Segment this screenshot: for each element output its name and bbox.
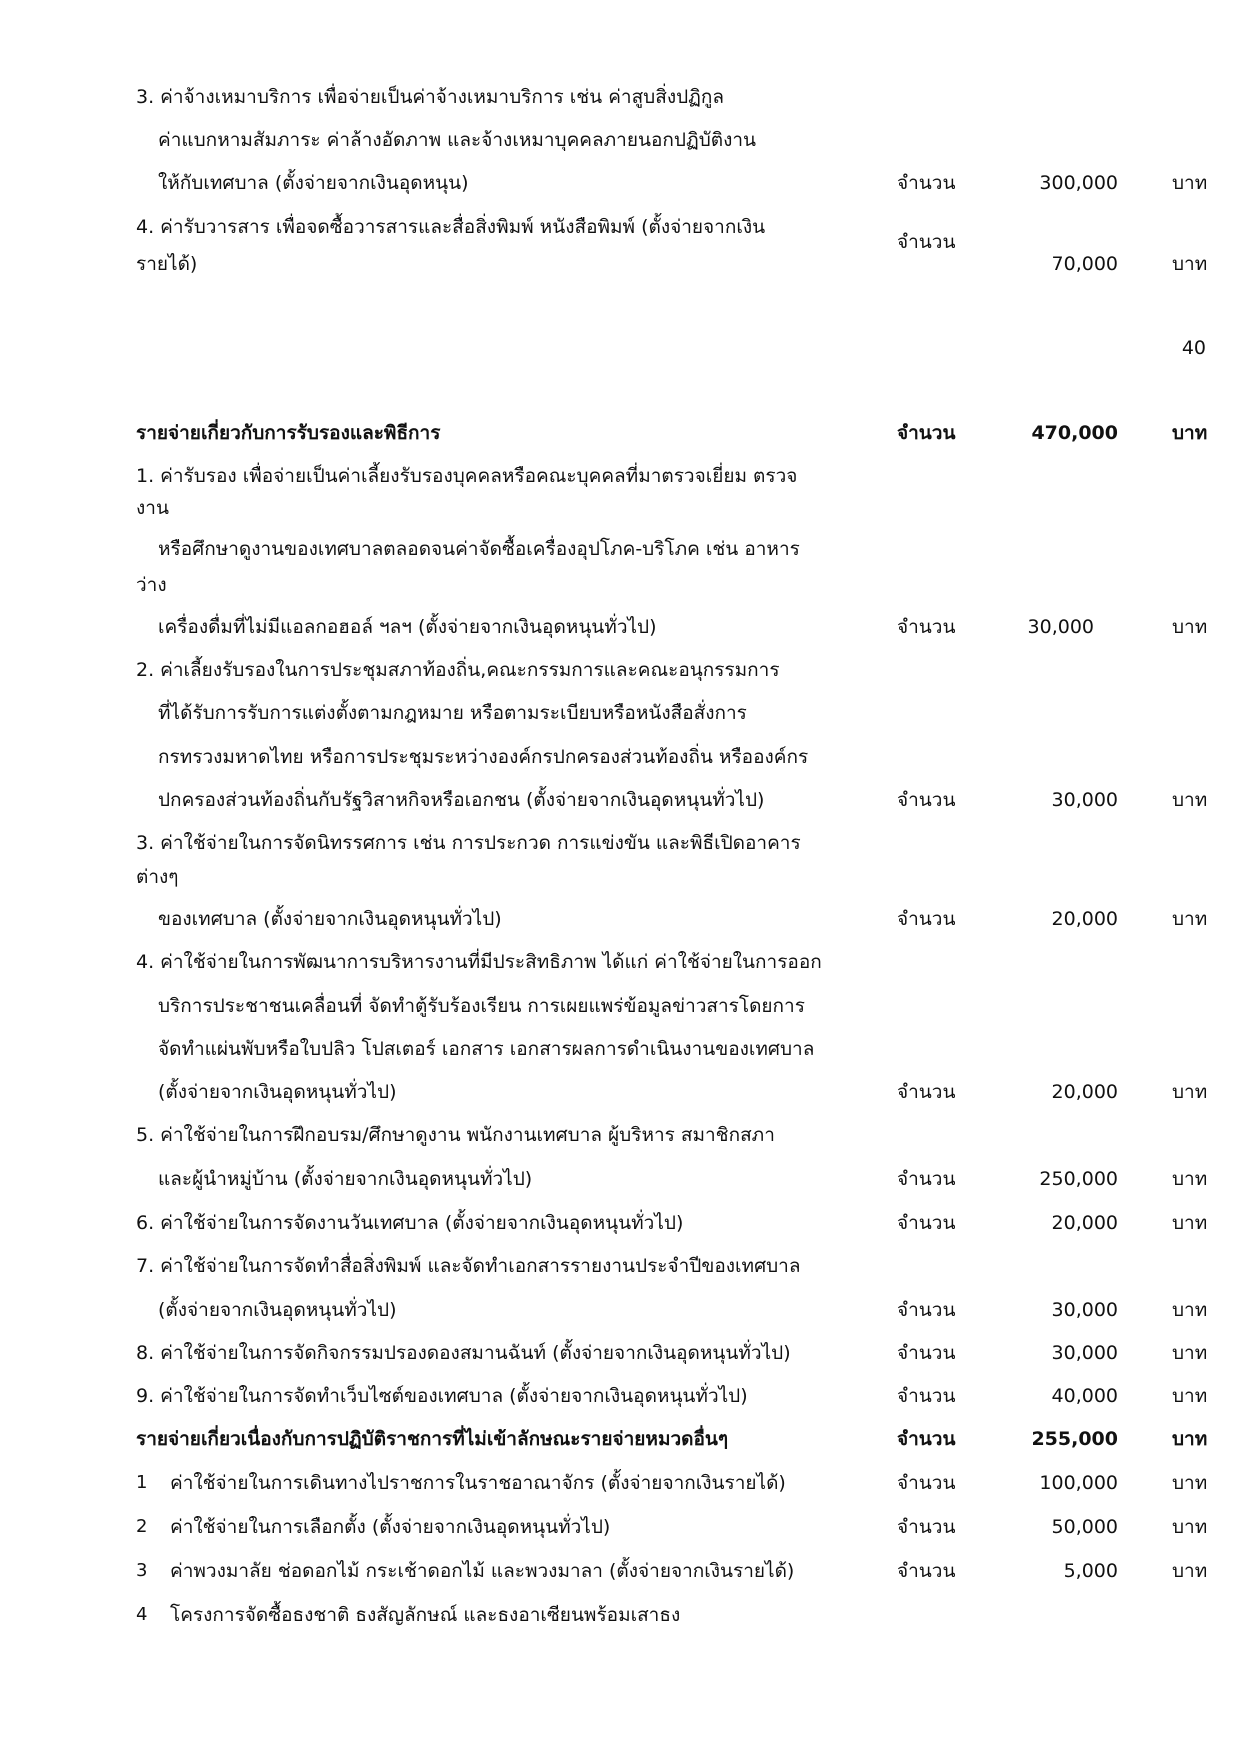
budget-row bbox=[0, 1159, 1240, 1199]
item-text: ว่าง bbox=[136, 574, 167, 596]
item-text: ปกครองส่วนท้องถิ่นกับรัฐวิสาหกิจหรือเอกชน (ตั้งจ่ายจากเงินอุดหนุนทั่วไป) bbox=[158, 789, 765, 811]
amount-label: จำนวน bbox=[897, 422, 956, 444]
currency-unit: บาท bbox=[1172, 1081, 1208, 1103]
budget-row bbox=[0, 1333, 1240, 1373]
text-line bbox=[0, 529, 1240, 569]
text-line bbox=[0, 986, 1240, 1026]
amount-value: 40,000 bbox=[1051, 1385, 1118, 1407]
currency-unit: บาท bbox=[1172, 1168, 1208, 1190]
budget-row bbox=[0, 1507, 1240, 1547]
currency-unit: บาท bbox=[1172, 172, 1208, 194]
amount-label: จำนวน bbox=[897, 1299, 956, 1321]
text-line bbox=[0, 650, 1240, 690]
amount-label: จำนวน bbox=[897, 1560, 956, 1582]
amount-label: จำนวน bbox=[897, 1168, 956, 1190]
text-line bbox=[0, 1115, 1240, 1155]
text-line bbox=[0, 1029, 1240, 1069]
amount-label: จำนวน bbox=[897, 616, 956, 638]
budget-row bbox=[0, 1463, 1240, 1503]
budget-row bbox=[0, 1376, 1240, 1416]
currency-unit: บาท bbox=[1172, 1516, 1208, 1538]
amount-label: จำนวน bbox=[897, 1516, 956, 1538]
text-line bbox=[0, 1595, 1240, 1635]
text-line bbox=[0, 77, 1240, 117]
item-text: (ตั้งจ่ายจากเงินอุดหนุนทั่วไป) bbox=[158, 1299, 397, 1321]
amount-value: 70,000 bbox=[1051, 253, 1118, 275]
page-number: 40 bbox=[1181, 337, 1206, 359]
currency-unit: บาท bbox=[1172, 616, 1208, 638]
text-line bbox=[0, 565, 1240, 605]
item-text: ของเทศบาล (ตั้งจ่ายจากเงินอุดหนุนทั่วไป) bbox=[158, 908, 502, 930]
budget-row bbox=[0, 1290, 1240, 1330]
item-text: 5. ค่าใช้จ่ายในการฝึกอบรม/ศึกษาดูงาน พนักงานเทศบาล ผู้บริหาร สมาชิกสภา bbox=[136, 1124, 775, 1146]
currency-unit: บาท bbox=[1172, 1212, 1208, 1234]
amount-label: จำนวน bbox=[897, 231, 956, 253]
amount-value: 30,000 bbox=[1051, 1342, 1118, 1364]
amount-value: 30,000 bbox=[1051, 789, 1118, 811]
currency-unit: บาท bbox=[1172, 789, 1208, 811]
currency-unit: บาท bbox=[1172, 1342, 1208, 1364]
amount-value: 30,000 bbox=[1027, 616, 1094, 638]
item-text: ต่างๆ bbox=[136, 866, 179, 888]
item-text: จัดทำแผ่นพับหรือใบปลิว โปสเตอร์ เอกสาร เอกสารผลการดำเนินงานของเทศบาล bbox=[158, 1038, 815, 1060]
item-text: 7. ค่าใช้จ่ายในการจัดทำสื่อสิ่งพิมพ์ และจัดทำเอกสารรายงานประจำปีของเทศบาล bbox=[136, 1255, 801, 1277]
item-text: 6. ค่าใช้จ่ายในการจัดงานวันเทศบาล (ตั้งจ่ายจากเงินอุดหนุนทั่วไป) bbox=[136, 1212, 684, 1234]
text-line bbox=[0, 942, 1240, 982]
text-line bbox=[0, 120, 1240, 160]
item-text: ที่ได้รับการรับการแต่งตั้งตามกฎหมาย หรือตามระเบียบหรือหนังสือสั่งการ bbox=[158, 702, 747, 724]
amount-label: จำนวน bbox=[897, 1212, 956, 1234]
item-text: ค่าใช้จ่ายในการเลือกตั้ง (ตั้งจ่ายจากเงินอุดหนุนทั่วไป) bbox=[170, 1516, 611, 1538]
text-line bbox=[0, 737, 1240, 777]
item-text: หรือศึกษาดูงานของเทศบาลตลอดจนค่าจัดซื้อเครื่องอุปโภค-บริโภค เช่น อาหาร bbox=[158, 538, 800, 560]
item-number: 1 bbox=[136, 1472, 148, 1493]
budget-row bbox=[0, 163, 1240, 203]
section-total: 470,000 bbox=[1031, 422, 1118, 444]
item-text: รายได้) bbox=[136, 253, 198, 275]
item-text: (ตั้งจ่ายจากเงินอุดหนุนทั่วไป) bbox=[158, 1081, 397, 1103]
budget-row bbox=[0, 780, 1240, 820]
item-text: กรทรวงมหาดไทย หรือการประชุมระหว่างองค์กรปกครองส่วนท้องถิ่น หรือองค์กร bbox=[158, 746, 809, 768]
item-text: ให้กับเทศบาล (ตั้งจ่ายจากเงินอุดหนุน) bbox=[158, 172, 469, 194]
item-text: 1. ค่ารับรอง เพื่อจ่ายเป็นค่าเลี้ยงรับรองบุคคลหรือคณะบุคคลที่มาตรวจเยี่ยม ตรวจ bbox=[136, 465, 798, 487]
budget-row bbox=[0, 607, 1240, 647]
amount-value: 100,000 bbox=[1039, 1472, 1118, 1494]
section-heading: รายจ่ายเกี่ยวเนื่องกับการปฏิบัติราชการที่ไม่เข้าลักษณะรายจ่ายหมวดอื่นๆ bbox=[136, 1428, 729, 1450]
item-text: ค่าใช้จ่ายในการเดินทางไปราชการในราชอาณาจักร (ตั้งจ่ายจากเงินรายได้) bbox=[170, 1472, 786, 1494]
item-text: 4. ค่าใช้จ่ายในการพัฒนาการบริหารงานที่มีประสิทธิภาพ ได้แก่ ค่าใช้จ่ายในการออก bbox=[136, 951, 822, 973]
text-line bbox=[0, 488, 1240, 528]
section-heading-row bbox=[0, 1419, 1240, 1459]
item-text: บริการประชาชนเคลื่อนที่ จัดทำตู้รับร้องเรียน การเผยแพร่ข้อมูลข่าวสารโดยการ bbox=[158, 995, 805, 1017]
item-text: ค่าพวงมาลัย ช่อดอกไม้ กระเช้าดอกไม้ และพวงมาลา (ตั้งจ่ายจากเงินรายได้) bbox=[170, 1560, 795, 1582]
section-heading-row bbox=[0, 413, 1240, 453]
amount-label: จำนวน bbox=[897, 172, 956, 194]
currency-unit: บาท bbox=[1172, 1472, 1208, 1494]
budget-row bbox=[0, 1551, 1240, 1591]
budget-row bbox=[0, 1203, 1240, 1243]
item-text: 3. ค่าจ้างเหมาบริการ เพื่อจ่ายเป็นค่าจ้างเหมาบริการ เช่น ค่าสูบสิ่งปฏิกูล bbox=[136, 86, 725, 108]
amount-value: 20,000 bbox=[1051, 1081, 1118, 1103]
currency-unit: บาท bbox=[1172, 1385, 1208, 1407]
amount-value: 300,000 bbox=[1039, 172, 1118, 194]
budget-row bbox=[0, 899, 1240, 939]
amount-label: จำนวน bbox=[897, 789, 956, 811]
text-line bbox=[0, 693, 1240, 733]
item-number: 2 bbox=[136, 1516, 148, 1537]
amount-value: 20,000 bbox=[1051, 908, 1118, 930]
amount-label: จำนวน bbox=[897, 1342, 956, 1364]
currency-unit: บาท bbox=[1172, 1428, 1208, 1450]
amount-value: 30,000 bbox=[1051, 1299, 1118, 1321]
item-text: โครงการจัดซื้อธงชาติ ธงสัญลักษณ์ และธงอาเซียนพร้อมเสาธง bbox=[170, 1604, 681, 1626]
text-line bbox=[0, 857, 1240, 897]
amount-value: 250,000 bbox=[1039, 1168, 1118, 1190]
amount-value: 20,000 bbox=[1051, 1212, 1118, 1234]
section-heading: รายจ่ายเกี่ยวกับการรับรองและพิธีการ bbox=[136, 422, 441, 444]
amount-label: จำนวน bbox=[897, 1385, 956, 1407]
item-text: 8. ค่าใช้จ่ายในการจัดกิจกรรมปรองดองสมานฉันท์ (ตั้งจ่ายจากเงินอุดหนุนทั่วไป) bbox=[136, 1342, 791, 1364]
currency-unit: บาท bbox=[1172, 422, 1208, 444]
amount-label: จำนวน bbox=[897, 1472, 956, 1494]
item-text: 4. ค่ารับวารสาร เพื่อจดซื้อวารสารและสื่อสิ่งพิมพ์ หนังสือพิมพ์ (ตั้งจ่ายจากเงิน bbox=[136, 216, 766, 238]
amount-label: จำนวน bbox=[897, 908, 956, 930]
item-number: 4 bbox=[136, 1604, 148, 1625]
item-text: งาน bbox=[136, 497, 169, 519]
budget-row bbox=[0, 1072, 1240, 1112]
item-text: 9. ค่าใช้จ่ายในการจัดทำเว็บไซต์ของเทศบาล (ตั้งจ่ายจากเงินอุดหนุนทั่วไป) bbox=[136, 1385, 748, 1407]
item-text: และผู้นำหมู่บ้าน (ตั้งจ่ายจากเงินอุดหนุนทั่วไป) bbox=[158, 1168, 533, 1190]
currency-unit: บาท bbox=[1172, 1560, 1208, 1582]
amount-value: 5,000 bbox=[1063, 1560, 1118, 1582]
amount-value: 50,000 bbox=[1051, 1516, 1118, 1538]
text-line bbox=[0, 1246, 1240, 1286]
amount-label: จำนวน bbox=[897, 1081, 956, 1103]
item-text: 2. ค่าเลี้ยงรับรองในการประชุมสภาท้องถิ่น,คณะกรรมการและคณะอนุกรรมการ bbox=[136, 659, 780, 681]
currency-unit: บาท bbox=[1172, 1299, 1208, 1321]
item-text: เครื่องดื่มที่ไม่มีแอลกอฮอล์ ฯลฯ (ตั้งจ่ายจากเงินอุดหนุนทั่วไป) bbox=[158, 616, 657, 638]
currency-unit: บาท bbox=[1172, 253, 1208, 275]
amount-label: จำนวน bbox=[897, 1428, 956, 1450]
budget-row bbox=[0, 244, 1240, 284]
item-text: 3. ค่าใช้จ่ายในการจัดนิทรรศการ เช่น การประกวด การแข่งขัน และพิธีเปิดอาคาร bbox=[136, 832, 801, 854]
section-total: 255,000 bbox=[1031, 1428, 1118, 1450]
item-text: ค่าแบกหามสัมภาระ ค่าล้างอัดภาพ และจ้างเหมาบุคคลภายนอกปฏิบัติงาน bbox=[158, 129, 757, 151]
item-number: 3 bbox=[136, 1560, 148, 1581]
currency-unit: บาท bbox=[1172, 908, 1208, 930]
